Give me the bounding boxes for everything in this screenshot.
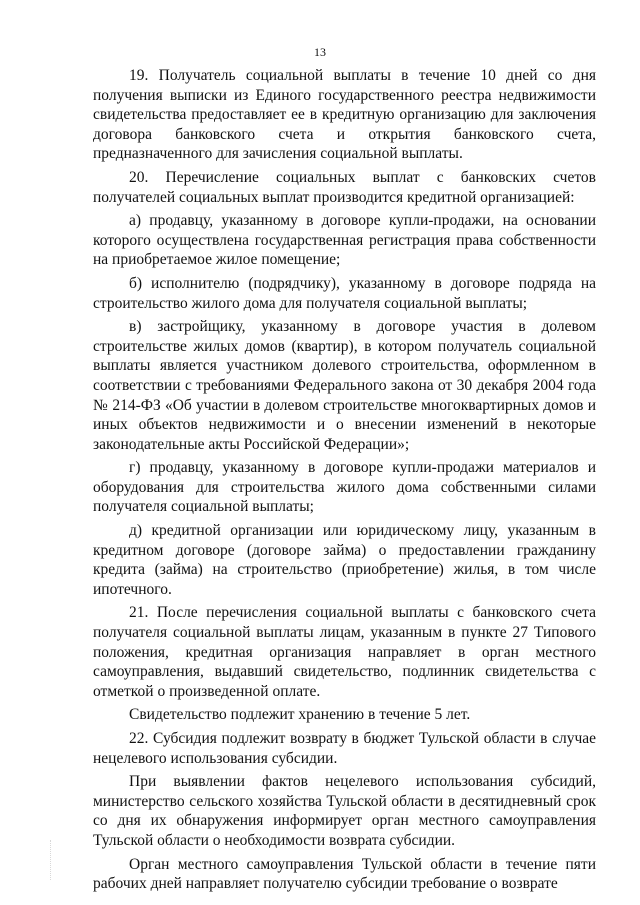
page-number: 13 — [314, 45, 326, 59]
document-body — [93, 66, 596, 894]
scan-margin-mark — [50, 840, 53, 880]
paragraph-certificate-storage: Свидетельство подлежит хранению в течение 5 лет. — [129, 706, 471, 724]
paragraph-return-requirement: Орган местного самоуправления Тульской области в течение пяти рабочих дней направляет получателю субсидии требование о возврате — [93, 855, 596, 893]
paragraph-20-d: д) кредитной организации или юридическому лицу, указанным в кредитном договоре (договоре займа) о предоставлении гражданину кредита (займа) на строительство (приобретение) жилья, в том числе ипотечного. — [93, 522, 596, 598]
paragraph-20: 20. Перечисление социальных выплат с банковских счетов получателей социальных выплат производится кредитной организацией: — [93, 168, 596, 206]
paragraph-20-a: а) продавцу, указанному в договоре купли-продажи, на основании которого осуществлена государственная регистрация права собственности на приобретаемое жилое помещение; — [93, 212, 596, 269]
paragraph-22: 22. Субсидия подлежит возврату в бюджет Тульской области в случае нецелевого использования субсидии. — [93, 730, 596, 767]
paragraph-21: 21. После перечисления социальной выплаты с банковского счета получателя социальной выплаты лицам, указанным в пункте 27 Типового положения, кредитная организация направляет в орган местного самоуправления, выдавший свидетельство, подлинник свидетельства с отметкой о произведенной оплате. — [93, 604, 596, 700]
paragraph-20-v: в) застройщику, указанному в договоре участия в долевом строительстве жилых домов (квартир), в котором получатель социальной выплаты является участником долевого строительства, оформленном в соответствии с требованиями Федерального закона от 30 декабря 2004 года № 214-ФЗ «Об участии в долевом строительстве многоквартирных домов и иных объектов недвижимости и о внесении изменений в некоторые законодательные акты Российской Федерации»; — [93, 318, 596, 453]
paragraph-19: 19. Получатель социальной выплаты в течение 10 дней со дня получения выписки из Единого государственного реестра недвижимости свидетельства предоставляет ее в кредитную организацию для заключения договора банковского счета и открытия банковского счета, предназначенного для зачисления социальной выплаты. — [93, 67, 596, 163]
paragraph-20-g: г) продавцу, указанному в договоре купли-продажи материалов и оборудования для строительства жилого дома собственными силами получателя социальной выплаты; — [93, 459, 596, 516]
paragraph-20-b: б) исполнителю (подрядчику), указанному в договоре подряда на строительство жилого дома для получателя социальной выплаты; — [93, 274, 596, 312]
paragraph-misuse-detection: При выявлении фактов нецелевого использования субсидий, министерство сельского хозяйства Тульской области в десятидневный срок со дня их обнаружения информирует орган местного самоуправления Тульской области о необходимости возврата субсидии. — [93, 773, 596, 849]
